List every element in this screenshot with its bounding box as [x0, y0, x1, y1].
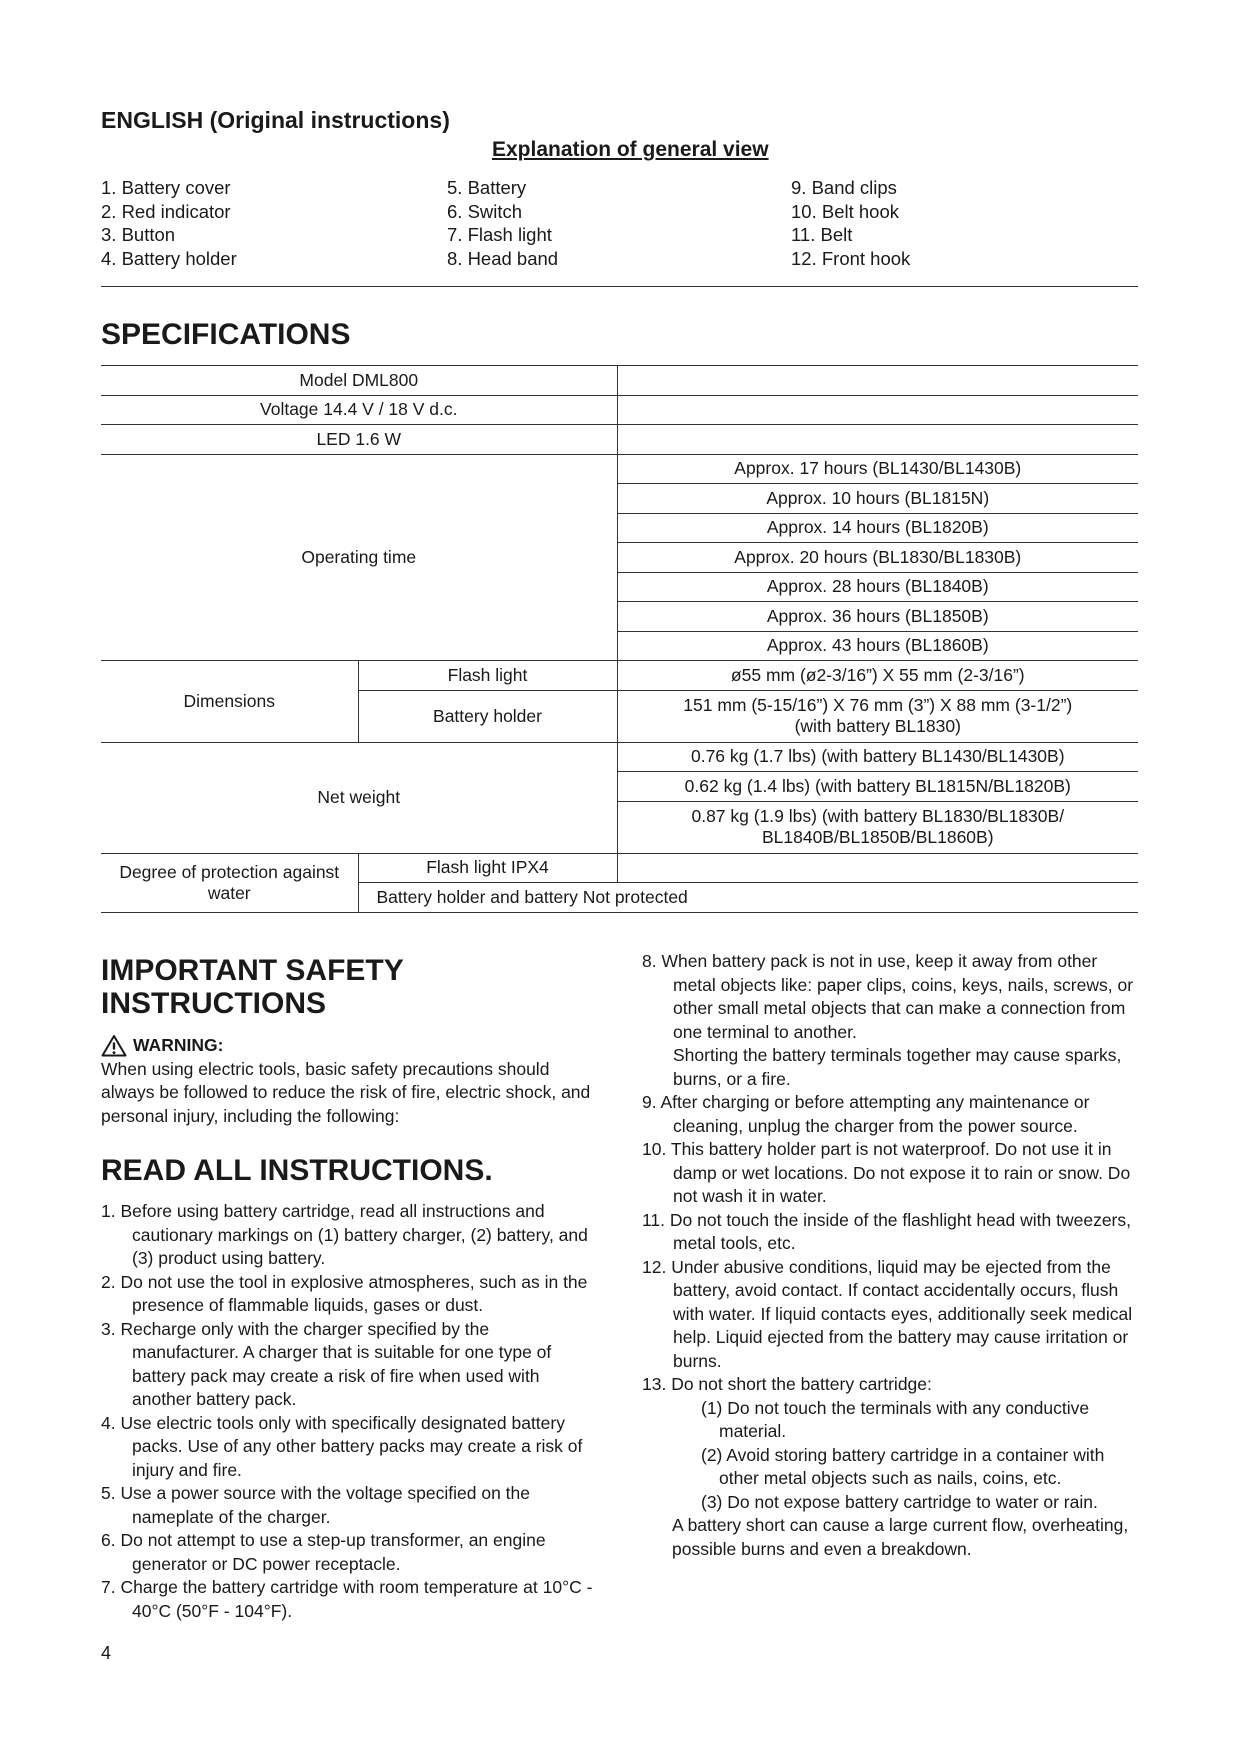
protection-label-line: water — [207, 882, 251, 903]
safety-item-note: Shorting the battery terminals together may cause sparks, burns, or a fire. — [673, 1045, 1122, 1089]
safety-heading — [101, 954, 596, 1020]
spec-row-voltage — [101, 395, 1138, 425]
warning-triangle-icon — [101, 1034, 127, 1057]
safety-item: 4. Use electric tools only with specifically designated battery packs. Use of any other battery packs may create a risk of injury and fire. — [101, 1412, 583, 1480]
dim-flash-value: ø55 mm (ø2-3/16”) X 55 mm (2-3/16”) — [617, 661, 1138, 691]
weight-value — [617, 801, 1138, 853]
part-item: 3. Button — [101, 224, 176, 245]
part-item: 9. Band clips — [791, 177, 897, 198]
page-number: 4 — [101, 1643, 112, 1663]
dim-flash-label: Flash light — [358, 661, 617, 691]
spec-row-protection — [101, 853, 1138, 883]
safety-list-right — [642, 950, 1142, 1397]
spec-row-operating — [101, 454, 1138, 484]
spec-empty-cell — [617, 853, 1138, 883]
part-item: 1. Battery cover — [101, 177, 231, 198]
spec-empty-cell — [617, 366, 1138, 396]
safety-heading-line: IMPORTANT SAFETY — [101, 954, 404, 987]
warning-label-text: WARNING: — [133, 1035, 224, 1055]
safety-item: 3. Recharge only with the charger specified by the manufacturer. A charger that is suitable for one type of battery pack may create a risk of fire when used with another battery pack. — [101, 1318, 552, 1409]
operating-time-value: Approx. 28 hours (BL1840B) — [617, 572, 1138, 602]
spec-row-led — [101, 425, 1138, 455]
spec-row-model — [101, 366, 1138, 396]
spec-empty-cell — [617, 395, 1138, 425]
safety-item: 11. Do not touch the inside of the flashlight head with tweezers, metal tools, etc. — [642, 1209, 1132, 1253]
protection-flash: Flash light IPX4 — [358, 853, 617, 883]
safety-item-text: 8. When battery pack is not in use, keep it away from other metal objects like: paper clips, coins, keys, nails, screws, or other small metal objects that can make a connection from one terminal to another. — [642, 951, 1134, 1042]
safety-left-column — [101, 954, 596, 1623]
spec-row-weight — [101, 742, 1138, 772]
operating-time-value: Approx. 20 hours (BL1830/BL1830B) — [617, 543, 1138, 573]
safety-heading-line: INSTRUCTIONS — [101, 987, 326, 1020]
part-item: 2. Red indicator — [101, 200, 231, 222]
safety-item: 13. Do not short the battery cartridge: — [642, 1374, 932, 1394]
safety-right-column — [642, 950, 1142, 1561]
spec-empty-cell — [617, 425, 1138, 455]
weight-value: 0.62 kg (1.4 lbs) (with battery BL1815N/BL1820B) — [617, 772, 1138, 802]
dim-holder-value — [617, 690, 1138, 742]
safety-item — [642, 950, 1142, 1091]
part-item: 5. Battery — [447, 177, 527, 198]
dim-holder-label: Battery holder — [358, 690, 617, 742]
operating-time-value: Approx. 14 hours (BL1820B) — [617, 513, 1138, 543]
weight-value-line: 0.87 kg (1.9 lbs) (with battery BL1830/BL1830B/ — [691, 806, 1065, 826]
operating-time-value: Approx. 36 hours (BL1850B) — [617, 602, 1138, 632]
safety-item: 5. Use a power source with the voltage specified on the nameplate of the charger. — [101, 1483, 530, 1527]
operating-time-value: Approx. 43 hours (BL1860B) — [617, 631, 1138, 661]
safety-item: 12. Under abusive conditions, liquid may be ejected from the battery, avoid contact. If contact accidentally occurs, flush with water. If liquid contacts eyes, additionally seek medical help. Liquid ejected from the battery may cause irritation or burns. — [642, 1256, 1133, 1371]
protection-label — [101, 853, 358, 912]
read-all-heading: READ ALL INSTRUCTIONS. — [101, 1154, 493, 1187]
part-item: 7. Flash light — [447, 224, 552, 245]
safety-sub-item: (1) Do not touch the terminals with any conductive material. — [701, 1397, 1090, 1441]
spec-led: LED 1.6 W — [101, 425, 617, 455]
part-item: 12. Front hook — [791, 247, 911, 269]
warning-label — [101, 1034, 596, 1058]
spec-voltage: Voltage 14.4 V / 18 V d.c. — [101, 395, 617, 425]
specifications-table — [101, 365, 1138, 913]
safety-item: 9. After charging or before attempting any maintenance or cleaning, unplug the charger from the power source. — [642, 1092, 1090, 1136]
closing-note: A battery short can cause a large current flow, overheating, possible burns and even a breakdown. — [672, 1515, 1129, 1559]
part-item: 11. Belt — [791, 224, 853, 245]
explanation-title: Explanation of general view — [492, 138, 769, 161]
part-item: 6. Switch — [447, 200, 523, 222]
part-item: 8. Head band — [447, 247, 559, 269]
spec-model: Model DML800 — [101, 366, 617, 396]
parts-column-2 — [447, 176, 558, 270]
protection-label-line: Degree of protection against — [119, 861, 340, 882]
spec-row-dimensions — [101, 661, 1138, 691]
safety-sub-item: (3) Do not expose battery cartridge to water or rain. — [701, 1491, 1098, 1512]
safety-sub-item: (2) Avoid storing battery cartridge in a container with other metal objects such as nails, coins, etc. — [701, 1444, 1105, 1488]
safety-list-left — [101, 1200, 596, 1623]
operating-time-value: Approx. 17 hours (BL1430/BL1430B) — [617, 454, 1138, 484]
operating-time-label: Operating time — [101, 454, 617, 661]
safety-sub-list — [642, 1397, 1142, 1562]
dim-holder-value-line: 151 mm (5-15/16”) X 76 mm (3”) X 88 mm (3-1/2”) — [683, 695, 1073, 715]
safety-item: 7. Charge the battery cartridge with room temperature at 10°C - 40°C (50°F - 104°F). — [101, 1577, 593, 1621]
part-item: 10. Belt hook — [791, 200, 899, 222]
safety-item: 2. Do not use the tool in explosive atmospheres, such as in the presence of flammable liquids, gases or dust. — [101, 1271, 588, 1315]
dim-holder-value-line: (with battery BL1830) — [794, 716, 961, 736]
warning-text: When using electric tools, basic safety precautions should always be followed to reduce the risk of fire, electric shock, and personal injury, including the following: — [101, 1058, 591, 1126]
net-weight-label: Net weight — [101, 742, 617, 853]
weight-value: 0.76 kg (1.7 lbs) (with battery BL1430/BL1430B) — [617, 742, 1138, 772]
section-divider — [101, 286, 1138, 287]
operating-time-value: Approx. 10 hours (BL1815N) — [617, 484, 1138, 514]
part-item: 4. Battery holder — [101, 247, 237, 269]
weight-value-line: BL1840B/BL1850B/BL1860B) — [761, 827, 994, 847]
protection-holder: Battery holder and battery Not protected — [358, 883, 1138, 913]
language-title: ENGLISH (Original instructions) — [101, 107, 450, 133]
dimensions-label: Dimensions — [101, 661, 358, 743]
safety-item: 6. Do not attempt to use a step-up transformer, an engine generator or DC power receptacle. — [101, 1530, 546, 1574]
specifications-heading: SPECIFICATIONS — [101, 318, 351, 351]
safety-item: 10. This battery holder part is not waterproof. Do not use it in damp or wet locations. Do not expose it to rain or snow. Do not wash it in water. — [642, 1139, 1131, 1206]
safety-item: 1. Before using battery cartridge, read all instructions and cautionary markings on (1) battery charger, (2) battery, and (3) product using battery. — [101, 1201, 588, 1268]
parts-column-1 — [101, 176, 237, 270]
parts-column-3 — [791, 176, 910, 270]
